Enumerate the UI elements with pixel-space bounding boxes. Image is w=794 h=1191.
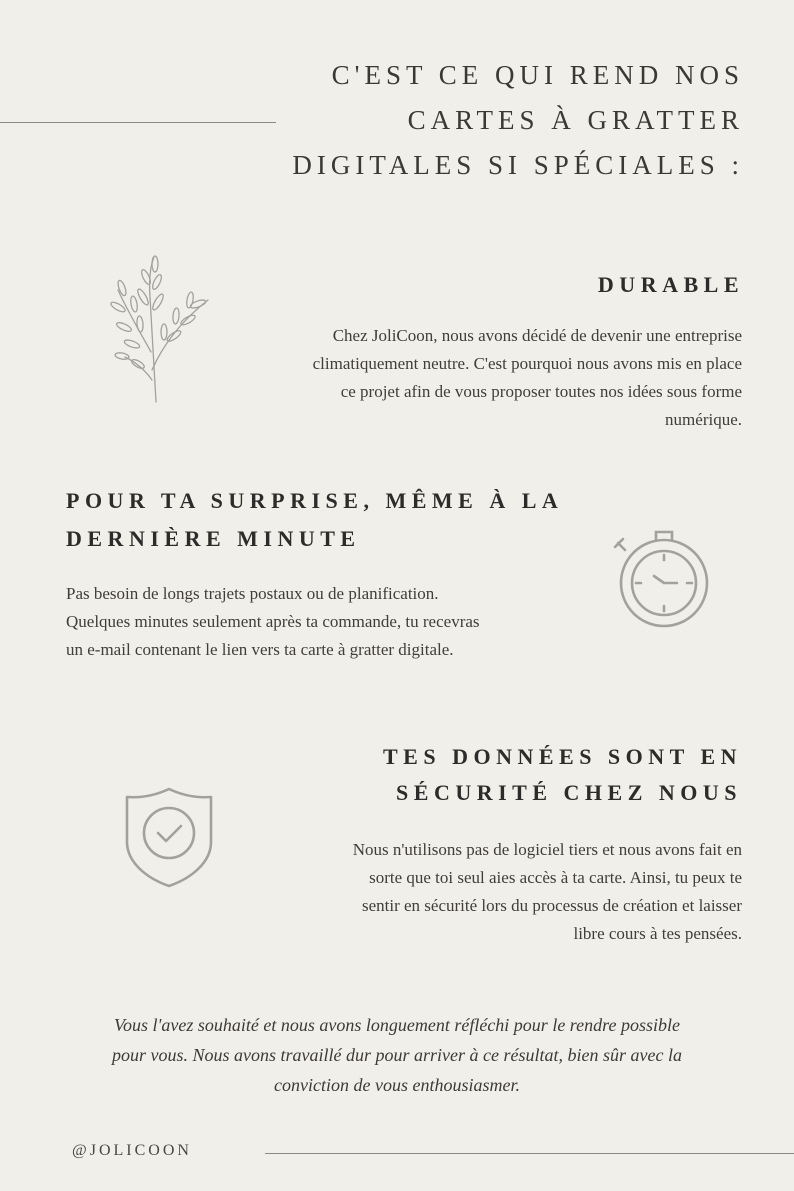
body-line: numérique. <box>665 410 742 429</box>
body-line: Pas besoin de longs trajets postaux ou de planification. <box>66 584 439 603</box>
body-line: Nous n'utilisons pas de logiciel tiers et nous avons fait en <box>352 840 742 859</box>
section-heading-line-2: SÉCURITÉ CHEZ NOUS <box>396 780 742 805</box>
section-heading-durable: DURABLE <box>597 272 744 297</box>
body-line: climatiquement neutre. C'est pourquoi nous avons mis en place <box>312 354 742 373</box>
section-body-durable <box>313 322 742 434</box>
closing-paragraph <box>0 1010 794 1100</box>
body-line: Chez JoliCoon, nous avons décidé de devenir une entreprise <box>332 326 742 345</box>
body-line: sorte que toi seul aies accès à ta carte. Ainsi, tu peux te <box>369 868 742 887</box>
section-body-last-minute <box>66 580 480 664</box>
section-heading-line-2: DERNIÈRE MINUTE <box>66 526 361 551</box>
body-line: sentir en sécurité lors du processus de création et laisser <box>361 896 742 915</box>
section-heading-line-1: POUR TA SURPRISE, MÊME À LA <box>66 488 564 513</box>
top-divider-line <box>0 122 276 123</box>
title-line-1: C'EST CE QUI REND NOS <box>331 60 744 90</box>
body-line: un e-mail contenant le lien vers ta carte à gratter digitale. <box>66 640 454 659</box>
section-body-data-security <box>353 836 742 948</box>
body-line: Quelques minutes seulement après ta commande, tu recevras <box>66 612 480 631</box>
closing-line: pour vous. Nous avons travaillé dur pour arriver à ce résultat, bien sûr avec la <box>112 1045 682 1065</box>
section-heading-line-1: TES DONNÉES SONT EN <box>382 744 742 769</box>
title-line-3: DIGITALES SI SPÉCIALES : <box>292 150 744 180</box>
body-line: ce projet afin de vous proposer toutes nos idées sous forme <box>340 382 742 401</box>
stopwatch-icon <box>612 528 712 628</box>
title-line-2: CARTES À GRATTER <box>407 105 744 135</box>
bottom-divider-line <box>265 1153 794 1154</box>
closing-line: conviction de vous enthousiasmer. <box>274 1075 520 1095</box>
shield-check-icon <box>124 786 214 888</box>
social-handle: @JOLICOON <box>72 1142 192 1159</box>
body-line: libre cours à tes pensées. <box>573 924 742 943</box>
closing-line: Vous l'avez souhaité et nous avons longuement réfléchi pour le rendre possible <box>114 1015 680 1035</box>
leaf-branch-icon <box>110 252 215 407</box>
